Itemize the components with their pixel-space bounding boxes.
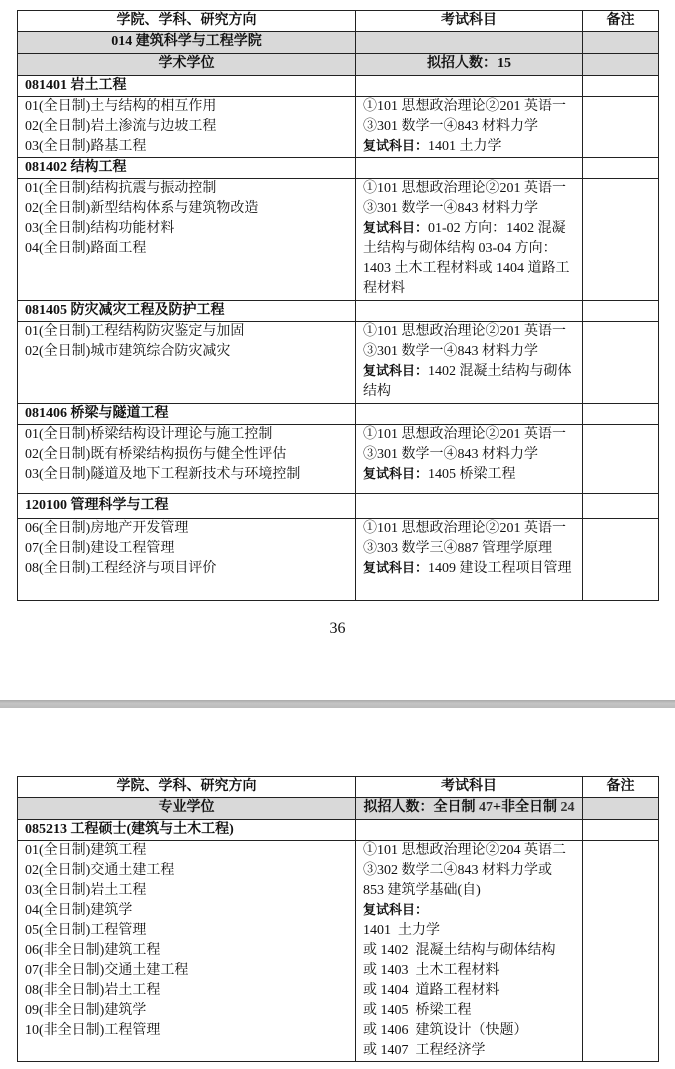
direction-item: 03(全日制)隧道及地下工程新技术与环境控制 bbox=[25, 467, 301, 482]
direction-item: 02(全日制)交通土建工程 bbox=[25, 863, 175, 878]
exam-line: ③301 数学一④843 材料力学 bbox=[363, 447, 538, 462]
direction-item: 02(全日制)城市建筑综合防灾减灾 bbox=[25, 344, 231, 359]
retest-option: 或 1402 混凝土结构与砌体结构 bbox=[363, 943, 556, 958]
direction-item: 06(非全日制)建筑工程 bbox=[25, 943, 161, 958]
subject-detail-row bbox=[18, 425, 659, 494]
subject-detail-row bbox=[18, 841, 659, 1062]
subject-title: 081402 结构工程 bbox=[18, 158, 356, 179]
retest-option: 或 1404 道路工程材料 bbox=[363, 983, 500, 998]
retest-line bbox=[363, 901, 575, 921]
directions-list bbox=[18, 97, 356, 158]
subject-row bbox=[18, 76, 659, 97]
direction-item: 07(全日制)建设工程管理 bbox=[25, 541, 175, 556]
degree-type-row bbox=[18, 54, 659, 76]
directions-list bbox=[18, 519, 356, 601]
retest-option: 或 1405 桥梁工程 bbox=[363, 1003, 472, 1018]
retest-option: 或 1407 工程经济学 bbox=[363, 1043, 486, 1058]
direction-item: 03(全日制)岩土工程 bbox=[25, 883, 147, 898]
header-remarks: 备注 bbox=[583, 11, 659, 32]
exam-line: ①101 思想政治理论②201 英语一 bbox=[363, 427, 566, 442]
quota-full-time: 47 bbox=[479, 800, 493, 815]
direction-item: 01(全日制)土与结构的相互作用 bbox=[25, 99, 217, 114]
retest-text: 1409 建设工程项目管理 bbox=[428, 561, 572, 576]
retest-line bbox=[363, 137, 575, 157]
subject-row bbox=[18, 404, 659, 425]
page-separator bbox=[0, 700, 675, 708]
direction-item: 03(全日制)结构功能材料 bbox=[25, 221, 175, 236]
subject-title: 081401 岩土工程 bbox=[18, 76, 356, 97]
exam-line: ①101 思想政治理论②204 英语二 bbox=[363, 843, 566, 858]
retest-label: 复试科目： bbox=[363, 561, 429, 576]
exam-line: ③303 数学三④887 管理学原理 bbox=[363, 541, 552, 556]
header-school-subject-direction: 学院、学科、研究方向 bbox=[18, 11, 356, 32]
enrollment-quota: 拟招人数：全日制 47+非全日制 24 bbox=[356, 798, 583, 820]
exam-line: ③301 数学一④843 材料力学 bbox=[363, 201, 538, 216]
school-row bbox=[18, 32, 659, 54]
direction-item: 10(非全日制)工程管理 bbox=[25, 1023, 161, 1038]
directions-list bbox=[18, 179, 356, 301]
direction-item: 04(全日制)建筑学 bbox=[25, 903, 133, 918]
admissions-table-page-36 bbox=[17, 10, 659, 601]
direction-item: 01(全日制)工程结构防灾鉴定与加固 bbox=[25, 324, 245, 339]
degree-type: 学术学位 bbox=[18, 54, 356, 76]
retest-line bbox=[363, 219, 575, 299]
retest-label: 复试科目： bbox=[363, 221, 429, 236]
header-exam-subjects: 考试科目 bbox=[356, 11, 583, 32]
subject-detail-row bbox=[18, 97, 659, 158]
direction-item: 06(全日制)房地产开发管理 bbox=[25, 521, 189, 536]
retest-label: 复试科目： bbox=[363, 139, 429, 154]
exam-subjects bbox=[356, 425, 583, 494]
remarks-cell bbox=[583, 97, 659, 158]
retest-text: 01-02 方向：1402 混凝土结构与砌体结构 03-04 方向：1403 土木工程材料或 1404 道路工程材料 bbox=[363, 221, 570, 296]
exam-line: 853 建筑学基础(自) bbox=[363, 883, 481, 898]
remarks-cell bbox=[583, 179, 659, 301]
direction-item: 02(全日制)岩土渗流与边坡工程 bbox=[25, 119, 217, 134]
school-name: 014 建筑科学与工程学院 bbox=[18, 32, 356, 54]
exam-line: ①101 思想政治理论②201 英语一 bbox=[363, 99, 566, 114]
direction-item: 08(非全日制)岩土工程 bbox=[25, 983, 161, 998]
subject-row bbox=[18, 301, 659, 322]
direction-item: 07(非全日制)交通土建工程 bbox=[25, 963, 189, 978]
direction-item: 01(全日制)建筑工程 bbox=[25, 843, 147, 858]
header-school-subject-direction: 学院、学科、研究方向 bbox=[18, 777, 356, 798]
retest-text: 1405 桥梁工程 bbox=[428, 467, 516, 482]
subject-detail-row bbox=[18, 322, 659, 404]
table-header-row bbox=[18, 11, 659, 32]
retest-line bbox=[363, 362, 575, 402]
exam-subjects bbox=[356, 179, 583, 301]
header-exam-subjects: 考试科目 bbox=[356, 777, 583, 798]
page-number: 36 bbox=[329, 620, 346, 637]
exam-line: ①101 思想政治理论②201 英语一 bbox=[363, 181, 566, 196]
remarks-cell bbox=[583, 425, 659, 494]
table-header-row bbox=[18, 777, 659, 798]
subject-title: 081406 桥梁与隧道工程 bbox=[18, 404, 356, 425]
retest-text: 1401 土力学 bbox=[428, 139, 502, 154]
quota-part-time: 24 bbox=[560, 800, 575, 815]
remarks-cell bbox=[583, 841, 659, 1062]
retest-option: 或 1406 建筑设计（快题） bbox=[363, 1023, 528, 1038]
exam-line: ③301 数学一④843 材料力学 bbox=[363, 344, 538, 359]
direction-item: 08(全日制)工程经济与项目评价 bbox=[25, 561, 217, 576]
exam-line: ③301 数学一④843 材料力学 bbox=[363, 119, 538, 134]
direction-item: 01(全日制)桥梁结构设计理论与施工控制 bbox=[25, 427, 273, 442]
exam-subjects bbox=[356, 322, 583, 404]
retest-label: 复试科目： bbox=[363, 364, 429, 379]
subject-row bbox=[18, 158, 659, 179]
remarks-cell bbox=[583, 322, 659, 404]
subject-row bbox=[18, 494, 659, 519]
retest-label: 复试科目： bbox=[363, 467, 429, 482]
direction-item: 02(全日制)新型结构体系与建筑物改造 bbox=[25, 201, 259, 216]
exam-subjects bbox=[356, 97, 583, 158]
subject-detail-row bbox=[18, 179, 659, 301]
exam-subjects bbox=[356, 841, 583, 1062]
retest-line bbox=[363, 559, 575, 579]
direction-item: 05(全日制)工程管理 bbox=[25, 923, 147, 938]
exam-line: ①101 思想政治理论②201 英语一 bbox=[363, 324, 566, 339]
direction-item: 04(全日制)路面工程 bbox=[25, 241, 147, 256]
header-remarks: 备注 bbox=[583, 777, 659, 798]
enrollment-quota: 拟招人数：15 bbox=[356, 54, 583, 76]
subject-title: 081405 防灾减灾工程及防护工程 bbox=[18, 301, 356, 322]
degree-type: 专业学位 bbox=[18, 798, 356, 820]
admissions-table-page-37 bbox=[17, 776, 659, 1062]
directions-list bbox=[18, 841, 356, 1062]
degree-type-row bbox=[18, 798, 659, 820]
retest-text: 1402 混凝土结构与砌体结构 bbox=[363, 364, 572, 399]
exam-line: ①101 思想政治理论②201 英语一 bbox=[363, 521, 566, 536]
exam-subjects bbox=[356, 519, 583, 601]
remarks-cell bbox=[583, 519, 659, 601]
directions-list bbox=[18, 425, 356, 494]
directions-list bbox=[18, 322, 356, 404]
retest-line bbox=[363, 465, 575, 485]
retest-label: 复试科目： bbox=[363, 903, 429, 918]
direction-item: 03(全日制)路基工程 bbox=[25, 139, 147, 154]
direction-item: 02(全日制)既有桥梁结构损伤与健全性评估 bbox=[25, 447, 287, 462]
direction-item: 01(全日制)结构抗震与振动控制 bbox=[25, 181, 217, 196]
subject-title: 120100 管理科学与工程 bbox=[18, 494, 356, 519]
subject-row bbox=[18, 820, 659, 841]
retest-option: 1401 土力学 bbox=[363, 923, 440, 938]
retest-option: 或 1403 土木工程材料 bbox=[363, 963, 500, 978]
direction-item: 09(非全日制)建筑学 bbox=[25, 1003, 147, 1018]
subject-title: 085213 工程硕士(建筑与土木工程) bbox=[18, 820, 356, 841]
subject-detail-row bbox=[18, 519, 659, 601]
exam-line: ③302 数学二④843 材料力学或 bbox=[363, 863, 552, 878]
